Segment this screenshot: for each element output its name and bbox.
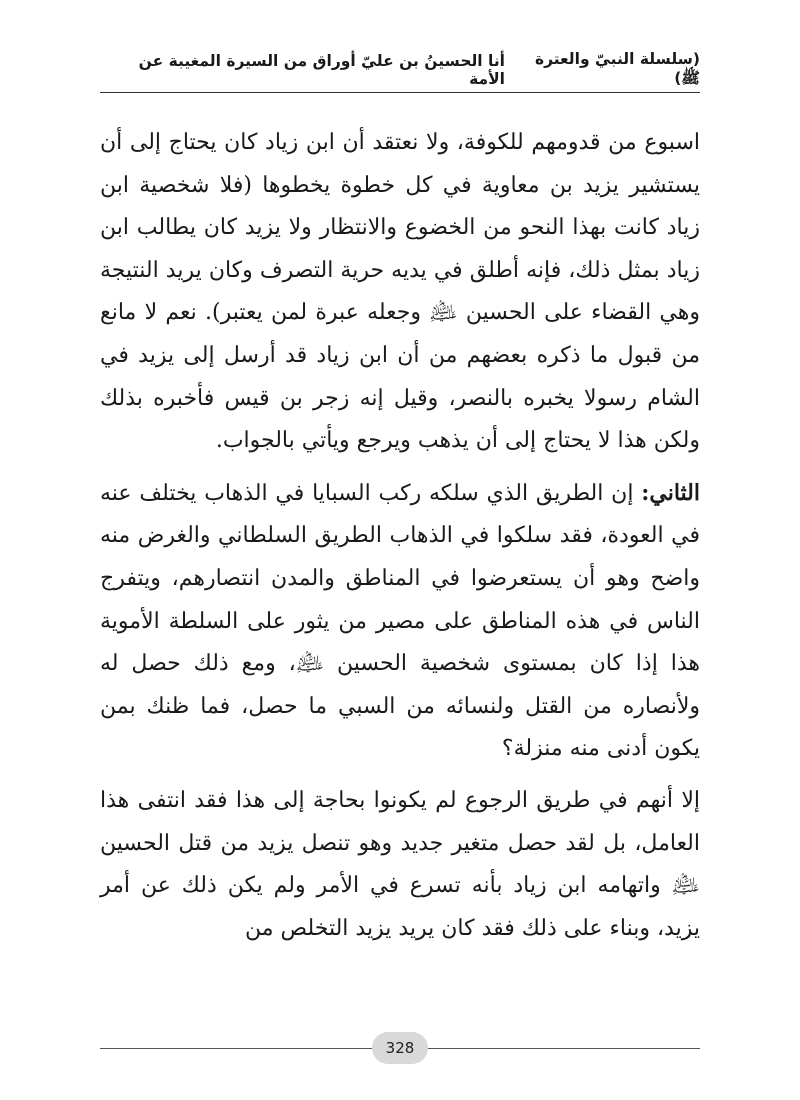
footer-divider-left bbox=[100, 1048, 372, 1049]
paragraph-2 bbox=[100, 472, 700, 771]
book-title: أنا الحسينُ بن عليّ أوراق من السيرة المغيبة عن الأمة bbox=[138, 52, 505, 88]
paragraph-1: اسبوع من قدومهم للكوفة، ولا نعتقد أن ابن زياد كان يحتاج إلى أن يستشير يزيد بن معاوية في كل خطوة يخطوها (فلا شخصية ابن زياد كانت بهذا النحو من الخضوع والانتظار ولا يزيد كان يطالب ابن زياد بمثل ذلك، فإنه أطلق في يديه حرية التصرف وكان يريد النتيجة وهي القضاء على الحسين ﵇ وجعله عبرة لمن يعتبر). نعم لا مانع من قبول ما ذكره بعضهم من أن ابن زياد قد أرسل إلى يزيد في الشام رسولا يخبره بالنصر، وقيل إنه زجر بن قيس فأخبره بذلك ولكن هذا لا يحتاج إلى أن يذهب ويرجع ويأتي بالجواب. bbox=[100, 130, 700, 454]
paragraph-3: إلا أنهم في طريق الرجوع لم يكونوا بحاجة إلى هذا فقد انتفى هذا العامل، بل لقد حصل متغير جديد وهو تنصل يزيد من قتل الحسين ﵇ واتهامه ابن زياد بأنه تسرع في الأمر ولم يكن ذلك عن أمر يزيد، وبناء على ذلك فقد كان يريد يزيد التخلص من bbox=[100, 787, 700, 941]
series-title: (سلسلة النبيّ والعترة ﷺ) bbox=[534, 49, 700, 87]
footer-divider-right bbox=[428, 1048, 700, 1049]
body-text bbox=[100, 122, 700, 950]
paragraph-2-lead: الثاني: bbox=[641, 479, 700, 506]
paragraph-2-text: إن الطريق الذي سلكه ركب السبايا في الذهاب يختلف عنه في العودة، فقد سلكوا في الذهاب الطريق السلطاني والغرض منه واضح وهو أن يستعرضوا في المناطق والمدن انتصارهم، ويتفرج الناس في هذه المناطق على مصير من يثور على السلطة الأموية هذا إذا كان بمستوى شخصية الحسين ﵇، ومع ذلك حصل له ولأنصاره من القتل ولنسائه من السبي ما حصل، فما ظنك بمن يكون أدنى منه منزلة؟ bbox=[100, 480, 700, 762]
header-divider bbox=[100, 92, 700, 93]
page-number: 328 bbox=[372, 1032, 428, 1064]
running-header bbox=[100, 49, 700, 88]
